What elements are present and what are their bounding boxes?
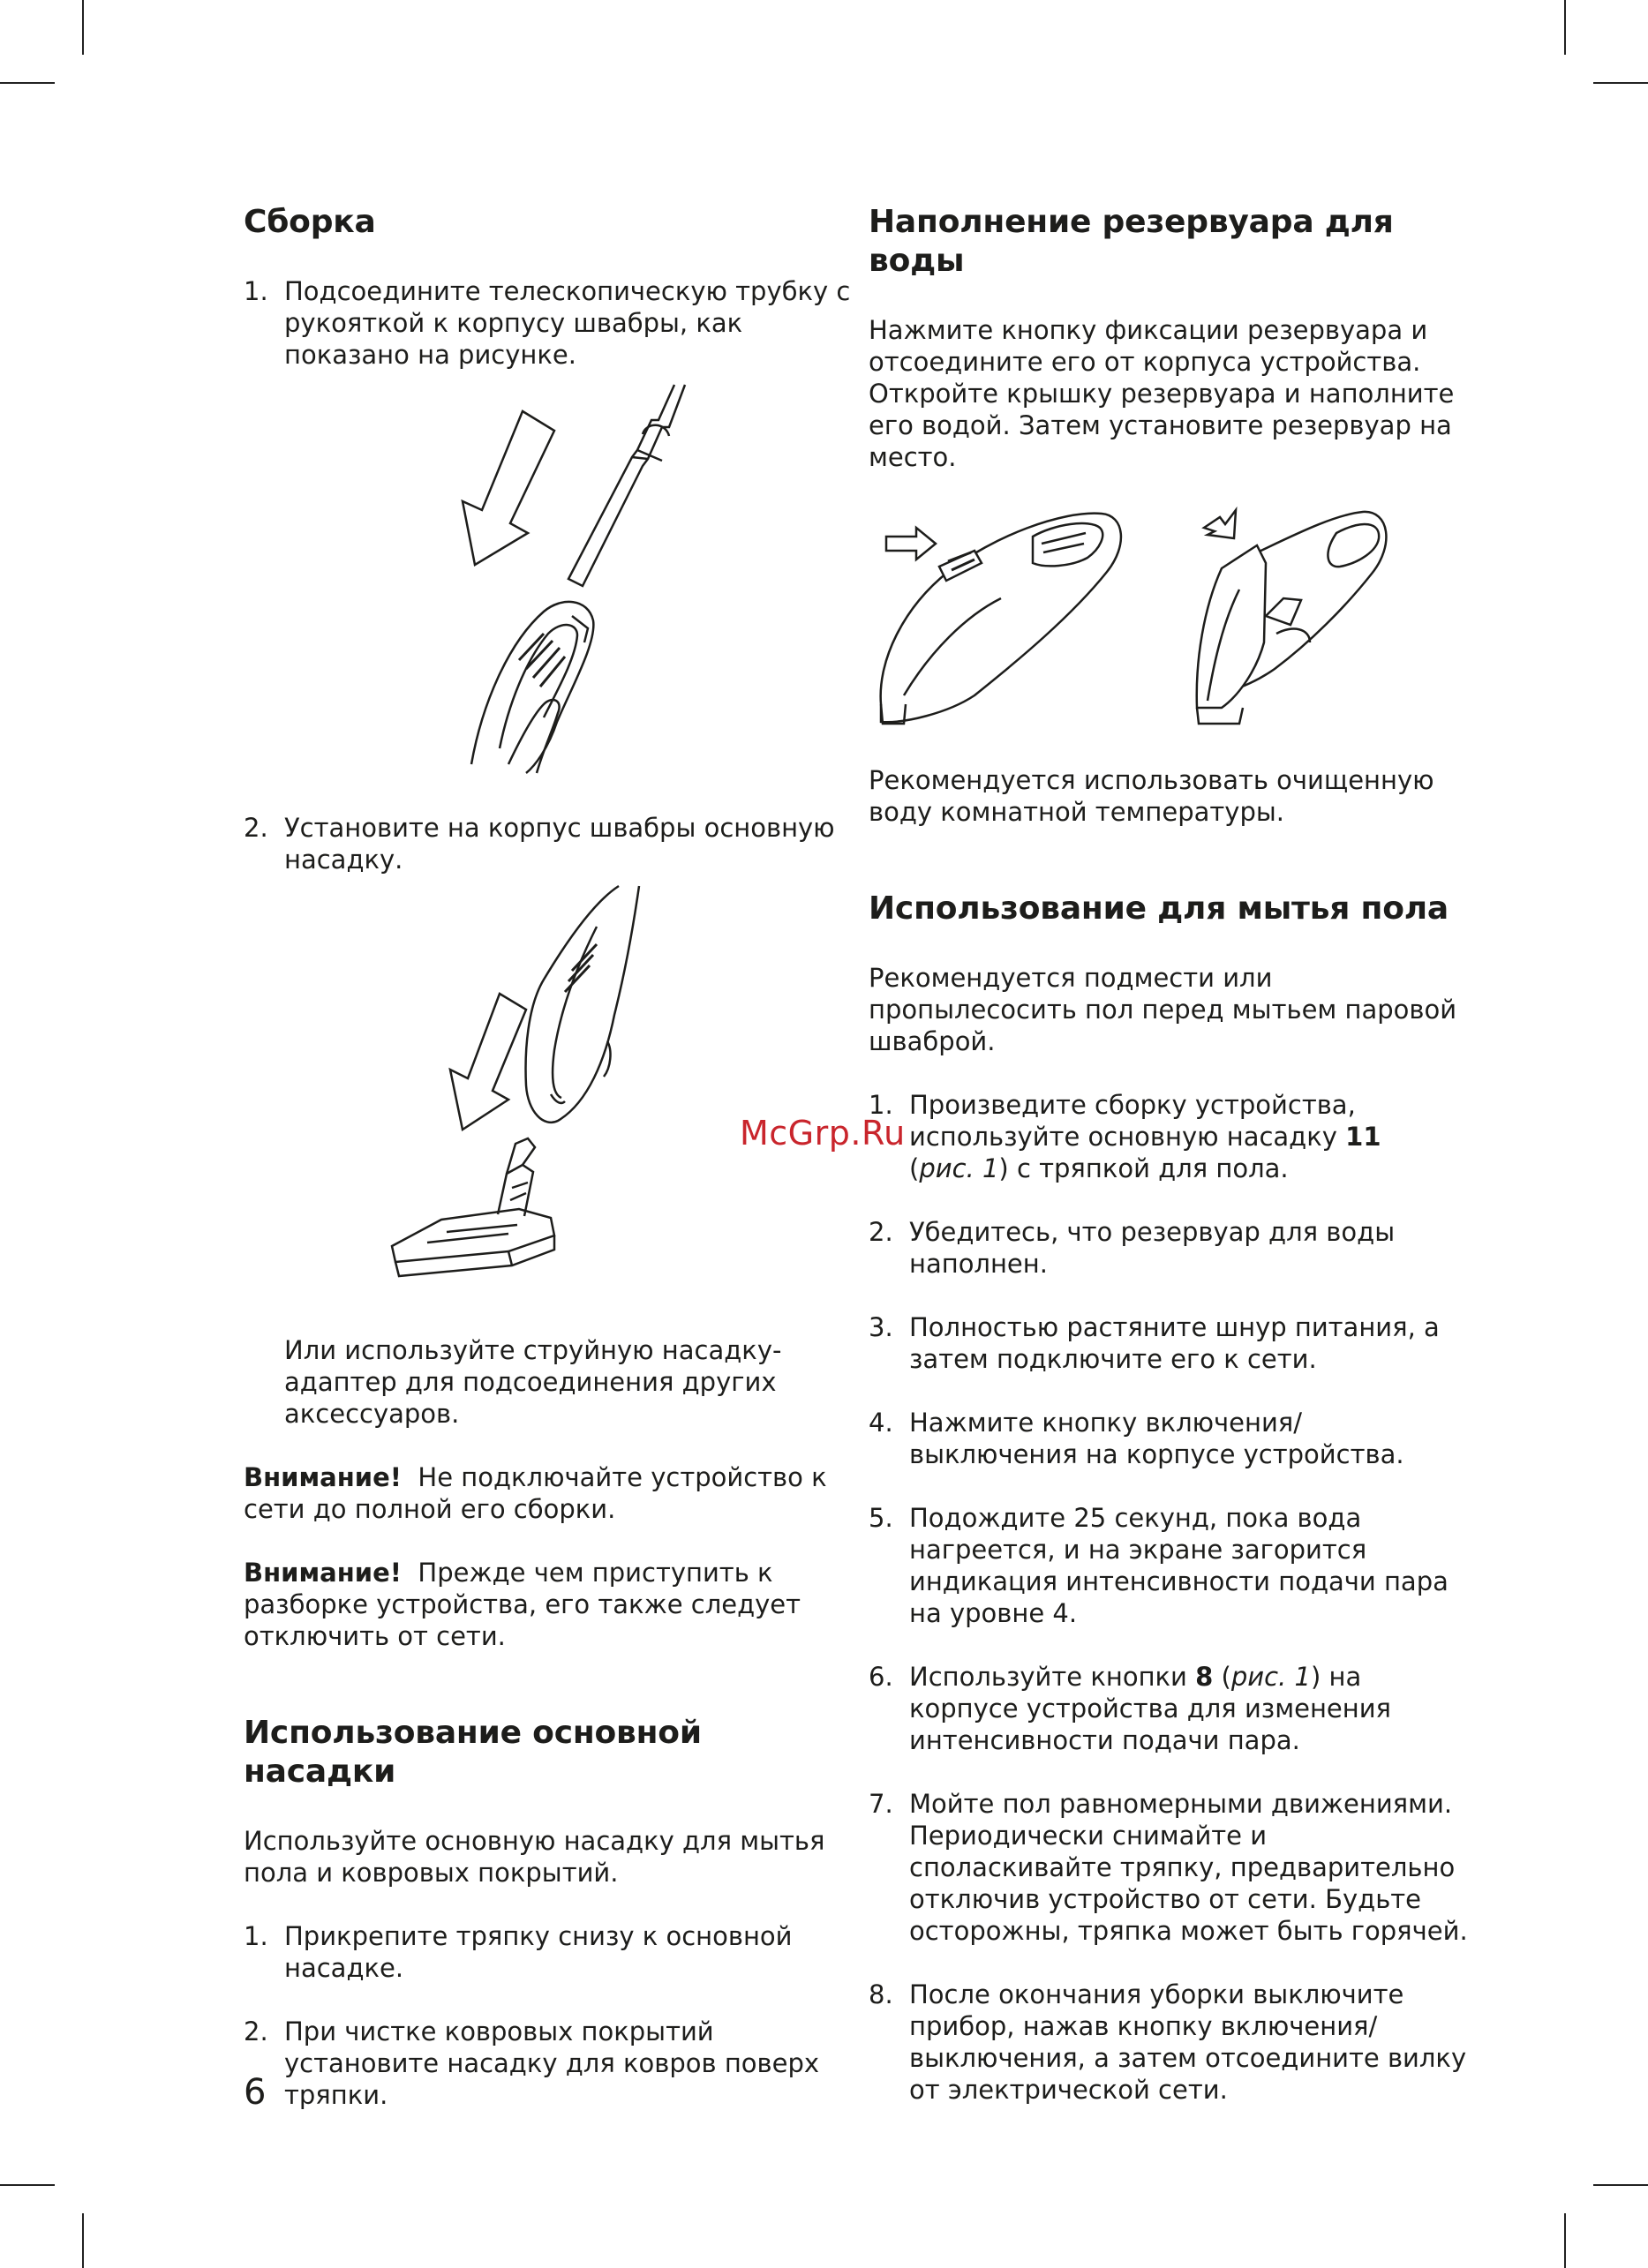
figure-ref: рис. 1	[919, 1153, 999, 1183]
main-nozzle-step-2	[244, 2016, 853, 2111]
step-text-part: ) с тряпкой для пола.	[998, 1153, 1289, 1183]
step-text: Установите на корпус швабры основную насадку.	[284, 813, 835, 875]
crop-mark	[1564, 0, 1566, 55]
step-text	[909, 1089, 1469, 1184]
step-text: Убедитесь, что резервуар для воды наполнен.	[909, 1217, 1396, 1279]
alt-adapter-text: Или используйте струйную насадку-адаптер для подсоединения других аксессуаров.	[284, 1335, 782, 1429]
step-number: 2.	[244, 813, 268, 843]
step-text-part: Произведите сборку устройства, используйте основную насадку	[909, 1090, 1356, 1152]
assembly-step-1	[244, 275, 853, 371]
crop-mark	[0, 82, 55, 84]
floor-intro: Рекомендуется подмести или пропылесосить пол перед мытьем паровой шваброй.	[869, 963, 1457, 1056]
water-tank-illustration	[869, 492, 1469, 748]
right-column	[869, 203, 1469, 2106]
step-text: При чистке ковровых покрытий установите насадку для ковров поверх тряпки.	[284, 2016, 820, 2110]
floor-step-7	[869, 1788, 1469, 1947]
warning-text: Прежде чем приступить к разборке устройства, его также следует отключить от сети.	[244, 1558, 801, 1651]
step-text: Прикрепите тряпку снизу к основной насадке.	[284, 1921, 793, 1983]
floor-step-6	[869, 1661, 1469, 1756]
part-number: 11	[1345, 1122, 1381, 1152]
step-text: Нажмите кнопку включения/выключения на корпусе устройства.	[909, 1408, 1404, 1469]
main-nozzle-step-1	[244, 1920, 853, 1984]
floor-step-5	[869, 1502, 1469, 1629]
floor-step-2	[869, 1216, 1469, 1280]
step-text: Мойте пол равномерными движениями. Периодически снимайте и споласкивайте тряпку, предварительно отключив устройство от сети. Будьте осторожны, тряпка может быть горячей.	[909, 1789, 1468, 1946]
warning-label: Внимание!	[244, 1558, 402, 1588]
step-number: 6.	[869, 1662, 893, 1692]
crop-mark	[1593, 2184, 1648, 2186]
step-text-part: (	[1213, 1662, 1231, 1692]
tank-heading: Наполнение резервуара для воды	[869, 204, 1394, 279]
main-nozzle-heading: Использование основной насадки	[244, 1715, 702, 1790]
step-number: 3.	[869, 1312, 893, 1342]
step-text: Подсоедините телескопическую трубку с рукояткой к корпусу швабры, как показано на рисунке.	[284, 276, 851, 370]
figure-ref: рис. 1	[1230, 1662, 1311, 1692]
step-text: После окончания уборки выключите прибор, нажав кнопку включения/выключения, а затем отсоедините вилку от электрической сети.	[909, 1979, 1467, 2105]
watermark[interactable]: McGrp.Ru	[740, 1114, 906, 1153]
step-text-part: ) на корпусе устройства для изменения интенсивности подачи пара.	[909, 1662, 1392, 1755]
tank-text: Нажмите кнопку фиксации резервуара и отсоедините его от корпуса устройства. Откройте крышку резервуара и наполните его водой. Затем установите резервуар на место.	[869, 315, 1455, 472]
warning-text: Не подключайте устройство к сети до полной его сборки.	[244, 1462, 827, 1524]
floor-heading: Использование для мытья пола	[869, 890, 1449, 927]
floor-step-4	[869, 1407, 1469, 1470]
left-column	[244, 203, 853, 2111]
crop-mark	[82, 0, 84, 55]
step-number: 5.	[869, 1503, 893, 1533]
step-text: Полностью растяните шнур питания, а затем подключите его к сети.	[909, 1312, 1440, 1374]
step-text-part: Используйте кнопки	[909, 1662, 1196, 1692]
warning-1	[244, 1461, 853, 1525]
step-number: 8.	[869, 1979, 893, 2009]
step-number: 2.	[244, 2016, 268, 2046]
warning-label: Внимание!	[244, 1462, 402, 1492]
floor-step-1	[869, 1089, 1469, 1184]
page-number: 6	[244, 2072, 267, 2113]
crop-mark	[0, 2184, 55, 2186]
main-nozzle-illustration	[244, 882, 853, 1306]
step-text	[909, 1661, 1469, 1756]
step-text: Подождите 25 секунд, пока вода нагреется, и на экране загорится индикация интенсивности подачи пара на уровне 4.	[909, 1503, 1449, 1628]
main-nozzle-intro: Используйте основную насадку для мытья пола и ковровых покрытий.	[244, 1826, 825, 1888]
tank-note: Рекомендуется использовать очищенную воду комнатной температуры.	[869, 765, 1434, 827]
step-number: 1.	[244, 1921, 268, 1951]
step-number: 1.	[869, 1090, 893, 1120]
step-number: 1.	[244, 276, 268, 306]
warning-2	[244, 1557, 853, 1652]
step-number: 4.	[869, 1408, 893, 1438]
step-number: 2.	[869, 1217, 893, 1247]
floor-step-3	[869, 1311, 1469, 1375]
assembly-heading: Сборка	[244, 204, 376, 240]
floor-step-8	[869, 1979, 1469, 2106]
crop-mark	[82, 2213, 84, 2268]
crop-mark	[1564, 2213, 1566, 2268]
crop-mark	[1593, 82, 1648, 84]
part-number: 8	[1195, 1662, 1214, 1692]
step-number: 7.	[869, 1789, 893, 1819]
telescopic-tube-illustration	[244, 378, 853, 784]
step-text-part: (	[909, 1153, 920, 1183]
assembly-step-2	[244, 812, 853, 875]
